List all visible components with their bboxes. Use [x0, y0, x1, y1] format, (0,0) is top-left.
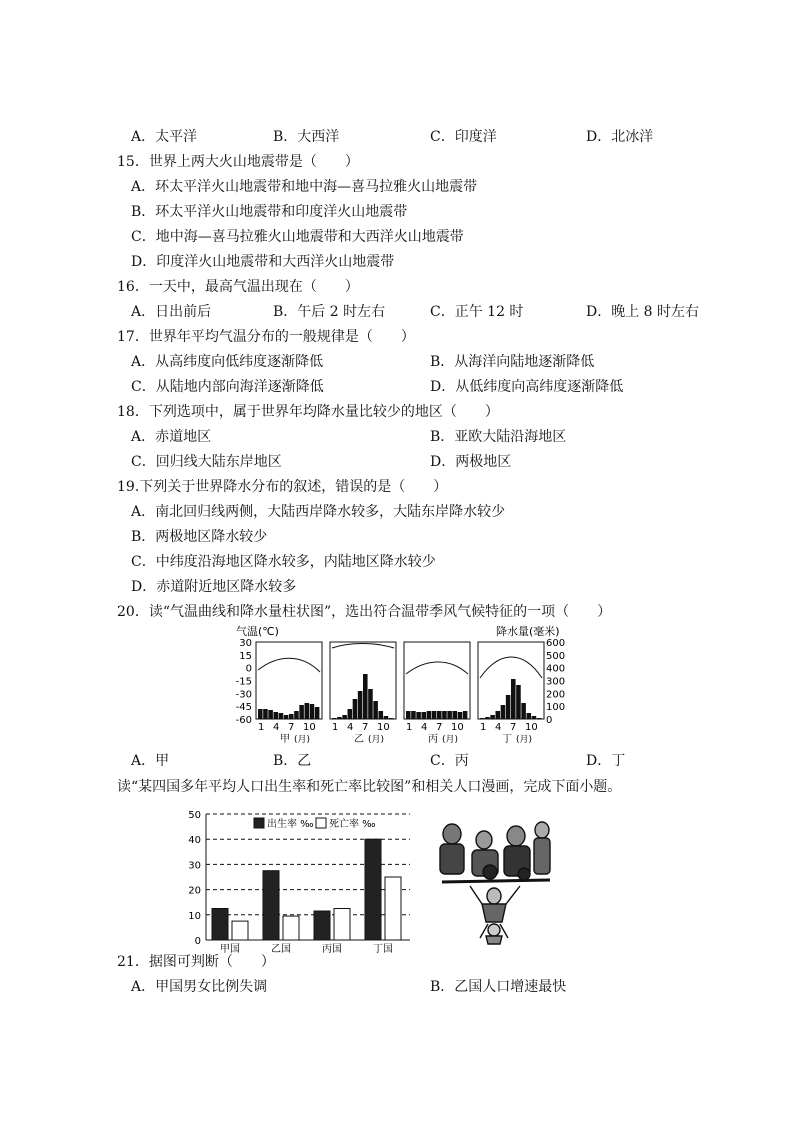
rate-chart-y-tick: 0 [194, 936, 201, 947]
q19-option-d: D．赤道附近地区降水较多 [131, 579, 297, 595]
q20-option-c: C．丙 [430, 753, 469, 769]
climate-left-ticks [236, 638, 252, 726]
climate-left-tick: 30 [239, 638, 252, 649]
q17-option-c: C．从陆地内部向海洋逐渐降低 [131, 379, 324, 395]
climate-month-unit: (月) [294, 735, 311, 745]
q20-option-a: A．甲 [131, 753, 170, 769]
q19-option-c: C．中纬度沿海地区降水较多，内陆地区降水较少 [131, 554, 436, 570]
rate-chart-y-tick: 50 [188, 810, 201, 821]
climate-precip-bar [463, 711, 468, 719]
climate-month-tick: 1 [480, 722, 487, 733]
climate-precip-bar [342, 715, 347, 719]
climate-month-tick: 10 [451, 722, 464, 733]
climate-precip-bar [289, 714, 294, 719]
climate-month-tick: 4 [347, 722, 354, 733]
climate-precip-bar [279, 713, 284, 719]
climate-month-tick: 10 [525, 722, 538, 733]
climate-precip-bar [284, 715, 289, 719]
bar-birth-rate [212, 909, 228, 941]
climate-precip-bar [411, 711, 416, 719]
q16-option-c: C．正午 12 时 [430, 304, 524, 320]
climate-month-labels [258, 722, 538, 745]
climate-right-tick: 500 [546, 650, 566, 662]
q21-option-a: A．甲国男女比例失调 [131, 979, 268, 995]
q17-option-b: B．从海洋向陆地逐渐降低 [430, 354, 595, 370]
bar-death-rate [385, 877, 401, 940]
bar-death-rate [283, 916, 299, 940]
climate-precip-bar [490, 715, 495, 719]
q14-option-d: D．北冰洋 [586, 129, 654, 145]
q20-option-b: B．乙 [273, 753, 312, 769]
climate-panels [256, 642, 544, 719]
legend-swatch-birth [254, 818, 264, 828]
bar-birth-rate [263, 871, 279, 940]
climate-temperature-curve [258, 658, 320, 672]
climate-precip-bar [310, 704, 315, 719]
climate-precip-bar [437, 711, 442, 719]
climate-precip-bar [294, 711, 299, 719]
climate-panel-frame [404, 642, 470, 719]
climate-precip-bar [506, 695, 511, 719]
climate-precip-bar [363, 674, 368, 719]
rate-chart-y-tick: 40 [188, 835, 201, 847]
climate-right-tick: 100 [546, 702, 566, 714]
climate-chart [228, 622, 566, 748]
climate-precip-bar [348, 709, 353, 719]
climate-precip-bar [358, 691, 363, 719]
q20-option-d: D．丁 [586, 753, 626, 769]
climate-month-tick: 1 [332, 722, 339, 733]
climate-precip-bar [537, 718, 542, 719]
q19-option-b: B．两极地区降水较少 [131, 529, 268, 545]
climate-left-axis-label: 气温(℃) [236, 625, 279, 638]
q18-option-b: B．亚欧大陆沿海地区 [430, 429, 567, 445]
climate-precip-bar [422, 712, 427, 719]
legend-swatch-death [316, 818, 326, 828]
climate-left-tick: -15 [235, 676, 252, 688]
climate-precip-bar [480, 718, 485, 719]
climate-precip-bar [458, 712, 463, 719]
birth-death-rate-chart [178, 806, 418, 956]
rate-chart-y-tick: 30 [188, 860, 201, 872]
climate-right-tick: 0 [546, 715, 553, 726]
climate-precip-bar [416, 712, 421, 719]
climate-month-tick: 4 [273, 722, 280, 733]
climate-precip-bar [274, 712, 279, 719]
climate-month-tick: 10 [377, 722, 390, 733]
q17-stem: 17．世界年平均气温分布的一般规律是（ ） [117, 329, 415, 345]
climate-panel-label: 丁 [502, 734, 512, 745]
climate-panel-label: 乙 [354, 734, 364, 745]
climate-temperature-curve [480, 657, 542, 678]
climate-precip-bar [527, 713, 532, 719]
climate-precip-bar [373, 701, 378, 719]
climate-precip-bar [485, 717, 490, 719]
q14-option-c: C．印度洋 [430, 129, 497, 145]
rate-chart-category-label: 丁国 [373, 944, 393, 955]
q15-option-a: A．环太平洋火山地震带和地中海—喜马拉雅火山地震带 [131, 179, 478, 195]
q15-option-d: D．印度洋火山地震带和大西洋火山地震带 [131, 254, 395, 270]
bar-death-rate [232, 921, 248, 940]
climate-precip-bar [337, 717, 342, 719]
bar-death-rate [334, 909, 350, 941]
climate-precip-bar [305, 703, 310, 719]
legend-label-death: 死亡率 ‰ [329, 819, 376, 830]
climate-right-axis-label: 降水量(毫米) [496, 625, 560, 638]
climate-precip-bar [532, 716, 537, 719]
q14-option-b: B．大西洋 [273, 129, 340, 145]
q17-option-d: D．从低纬度向高纬度逐渐降低 [430, 379, 624, 395]
q16-option-b: B．午后 2 时左右 [273, 304, 386, 320]
climate-precip-bar [511, 679, 516, 719]
climate-month-unit: (月) [516, 735, 533, 745]
climate-month-tick: 4 [495, 722, 502, 733]
climate-month-tick: 7 [510, 722, 517, 733]
climate-precip-bar [406, 711, 411, 719]
climate-right-tick: 300 [546, 676, 566, 688]
climate-precip-bar [442, 711, 447, 719]
rate-chart-category-label: 丙国 [322, 944, 342, 955]
climate-panel-label: 甲 [280, 734, 290, 745]
q20-stem: 20．读“气温曲线和降水量柱状图”，选出符合温带季风气候特征的一项（ ） [117, 604, 612, 620]
bar-birth-rate [314, 911, 330, 940]
q15-stem: 15．世界上两大火山地震带是（ ） [117, 154, 359, 170]
q18-option-d: D．两极地区 [430, 454, 512, 470]
q21-option-b: B．乙国人口增速最快 [430, 979, 567, 995]
climate-month-tick: 10 [303, 722, 316, 733]
climate-precip-bar [379, 711, 384, 719]
climate-month-tick: 7 [436, 722, 443, 733]
climate-right-ticks [546, 638, 565, 726]
climate-precip-bar [496, 711, 501, 719]
rate-chart-category-label: 乙国 [271, 944, 291, 955]
climate-right-tick: 600 [546, 638, 566, 649]
climate-left-tick: 0 [245, 663, 252, 675]
climate-precip-bar [368, 689, 373, 719]
climate-month-unit: (月) [442, 735, 459, 745]
climate-month-tick: 7 [288, 722, 295, 733]
rate-chart-y-tick: 10 [188, 910, 201, 922]
climate-month-tick: 1 [258, 722, 265, 733]
climate-month-tick: 1 [406, 722, 413, 733]
legend-label-birth: 出生率 ‰ [267, 819, 314, 830]
q15-option-c: C．地中海—喜马拉雅火山地震带和大西洋火山地震带 [131, 229, 464, 245]
climate-precip-bar [268, 710, 273, 719]
q19-stem: 19.下列关于世界降水分布的叙述，错误的是（ ） [117, 479, 448, 495]
q21-stem: 21．据图可判断（ ） [117, 954, 275, 970]
climate-right-tick: 400 [546, 663, 566, 675]
climate-left-tick: -60 [235, 715, 252, 726]
q16-stem: 16．一天中，最高气温出现在（ ） [117, 279, 359, 295]
q18-stem: 18．下列选项中，属于世界年均降水量比较少的地区（ ） [117, 404, 499, 420]
climate-precip-bar [516, 685, 521, 719]
climate-month-tick: 4 [421, 722, 428, 733]
climate-panel-label: 丙 [428, 734, 438, 745]
climate-precip-bar [258, 709, 263, 719]
q16-option-d: D．晚上 8 时左右 [586, 304, 700, 320]
climate-precip-bar [315, 707, 320, 719]
climate-left-tick: 15 [239, 650, 252, 662]
rate-chart-category-label: 甲国 [220, 944, 240, 955]
q18-option-c: C．回归线大陆东岸地区 [131, 454, 282, 470]
climate-temperature-curve [406, 662, 468, 674]
climate-precip-bar [332, 718, 337, 719]
bar-birth-rate [365, 839, 381, 940]
climate-precip-bar [299, 705, 304, 719]
intro-text: 读“某四国多年平均人口出生率和死亡率比较图”和相关人口漫画，完成下面小题。 [117, 779, 622, 795]
q15-option-b: B．环太平洋火山地震带和印度洋火山地震带 [131, 204, 408, 220]
q17-option-a: A．从高纬度向低纬度逐渐降低 [131, 354, 324, 370]
rate-chart-y-tick: 20 [188, 885, 201, 897]
climate-precip-bar [353, 699, 358, 719]
q14-option-a: A．太平洋 [131, 129, 198, 145]
climate-precip-bar [427, 711, 432, 719]
climate-precip-bar [389, 718, 394, 719]
q18-option-a: A．赤道地区 [131, 429, 212, 445]
climate-month-tick: 7 [362, 722, 369, 733]
climate-precip-bar [447, 711, 452, 719]
q19-option-a: A．南北回归线两侧，大陆西岸降水较多，大陆东岸降水较少 [131, 504, 506, 520]
climate-precip-bar [501, 705, 506, 719]
climate-precip-bar [432, 711, 437, 719]
climate-month-unit: (月) [368, 735, 385, 745]
climate-temperature-curve [332, 644, 394, 649]
rate-chart-legend [254, 817, 376, 830]
climate-precip-bar [453, 711, 458, 719]
climate-left-tick: -45 [235, 702, 252, 714]
population-cartoon [432, 812, 557, 947]
climate-left-tick: -30 [235, 689, 252, 701]
climate-precip-bar [521, 703, 526, 719]
climate-right-tick: 200 [546, 689, 566, 701]
q16-option-a: A．日出前后 [131, 304, 212, 320]
climate-precip-bar [384, 716, 389, 719]
climate-precip-bar [263, 709, 268, 719]
